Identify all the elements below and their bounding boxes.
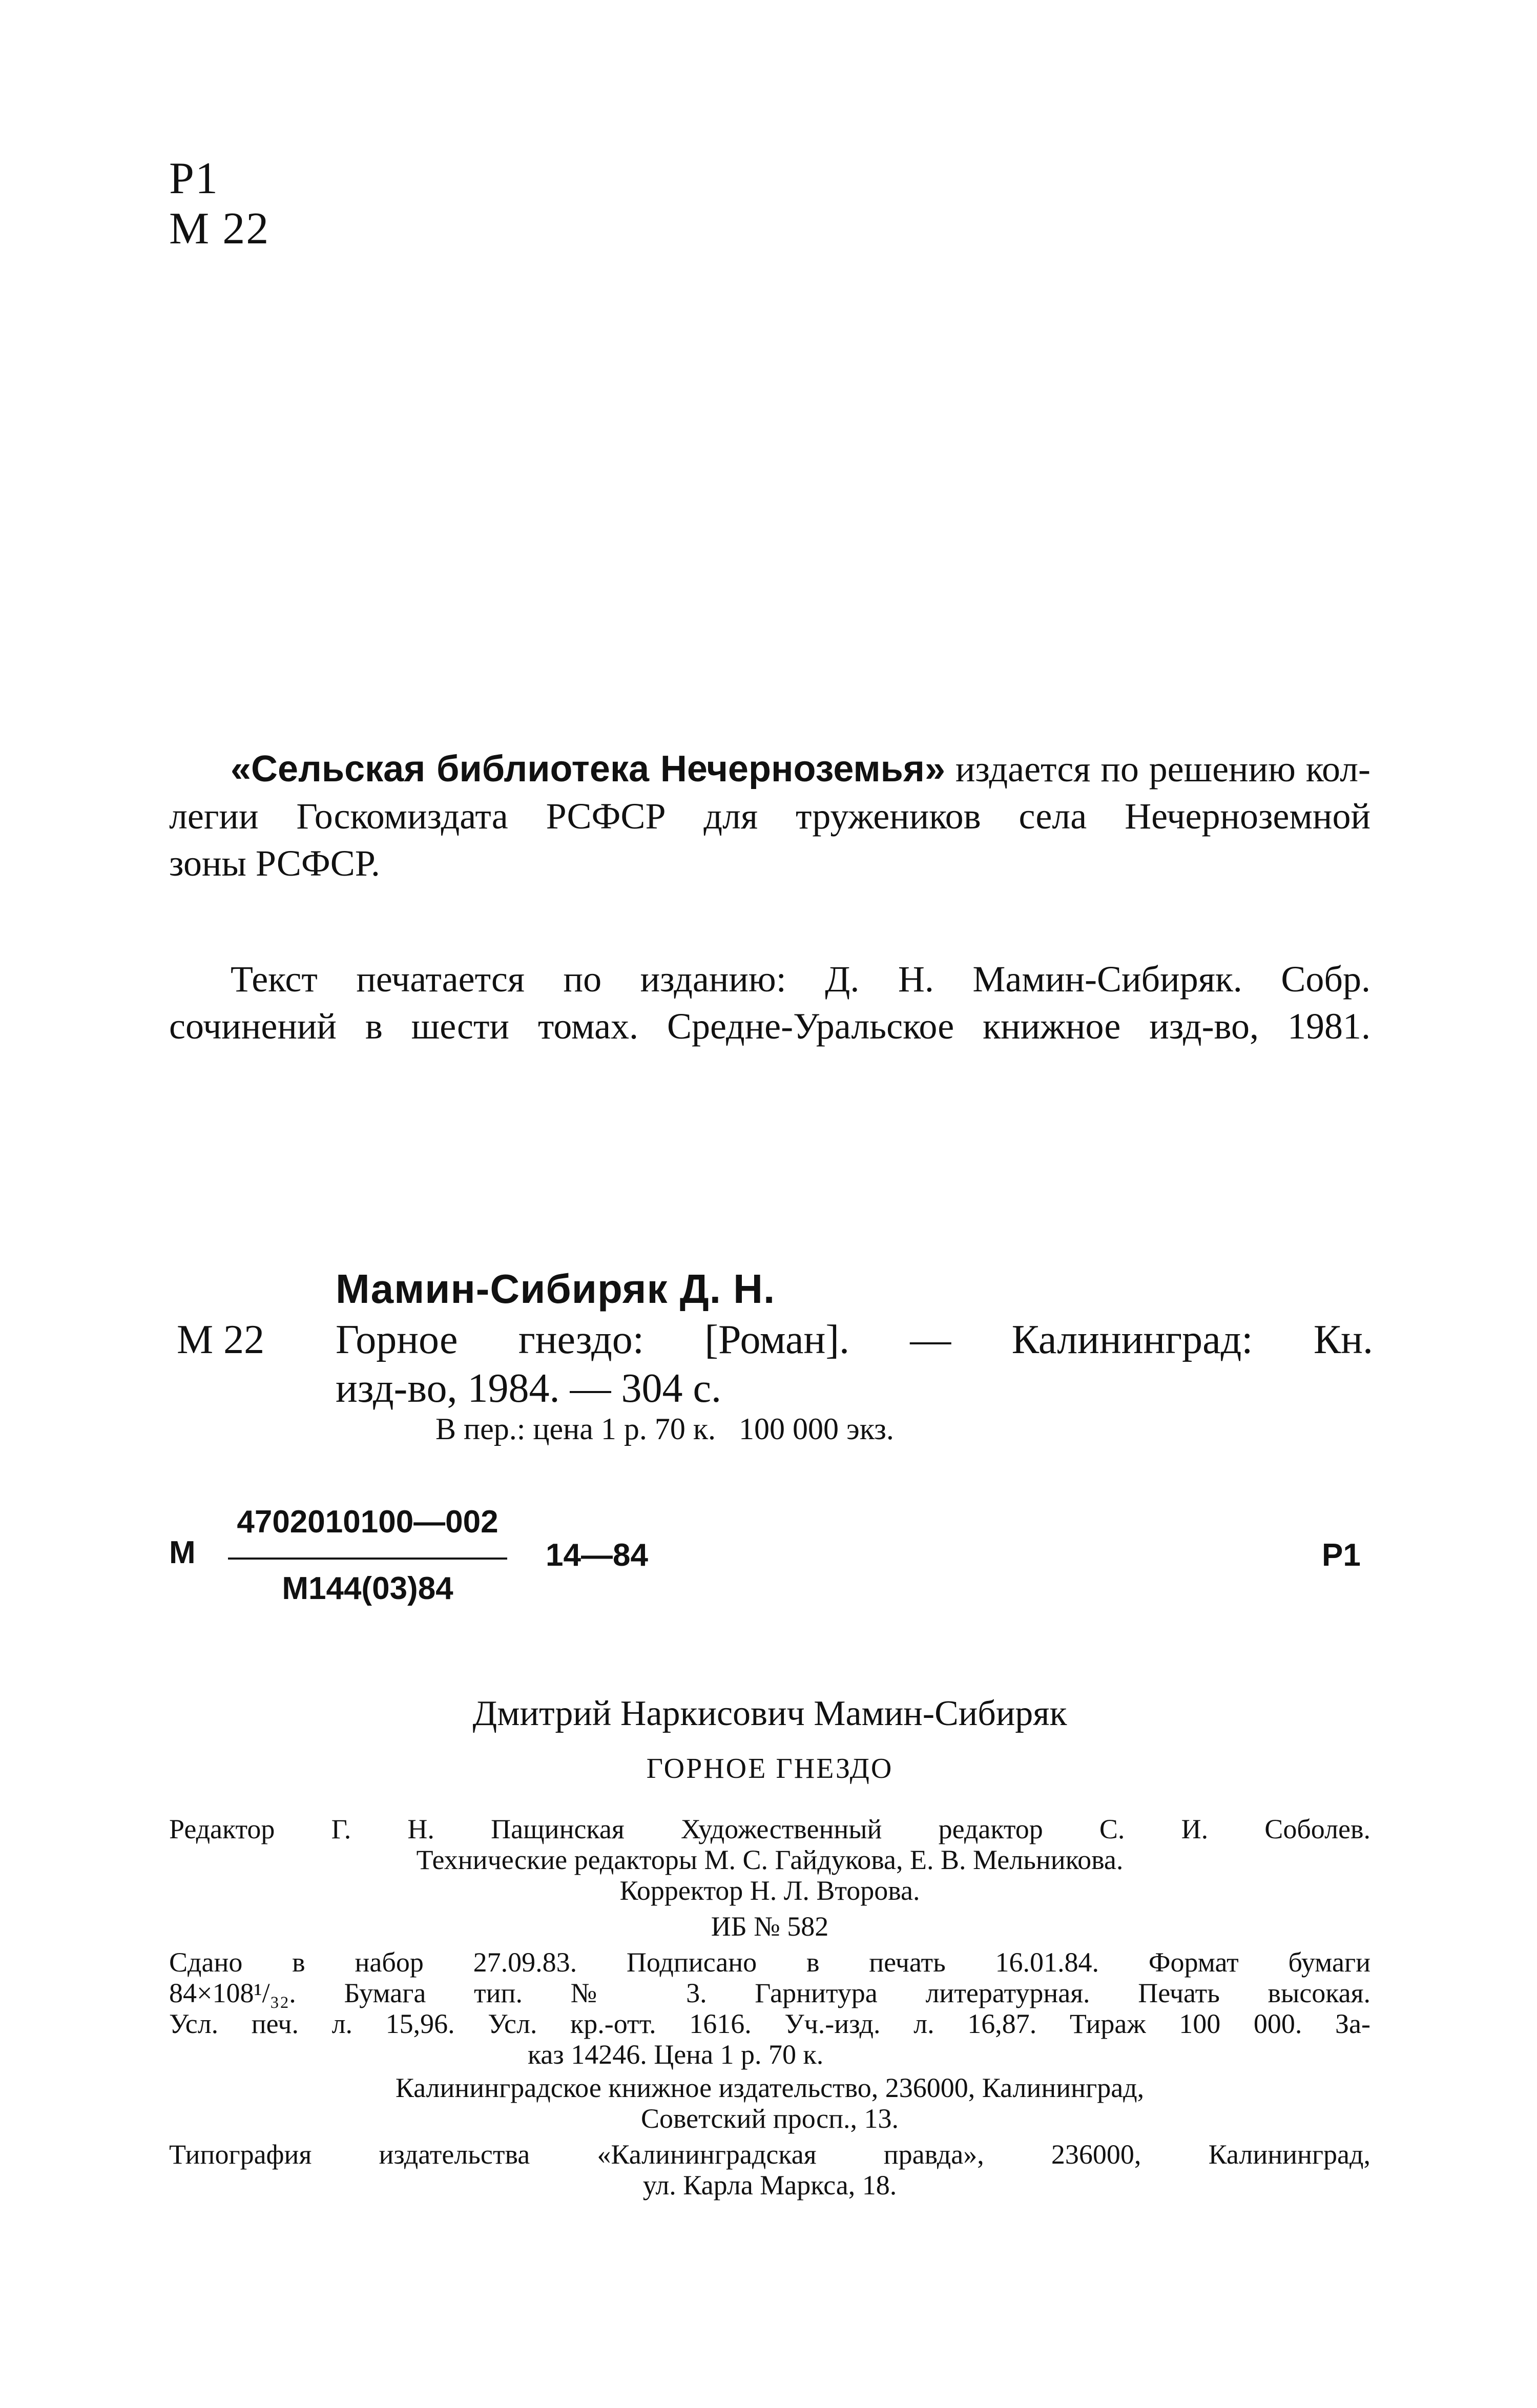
series-note-line-2: легии Госкомиздата РСФСР для тружеников села Нечерноземной [169, 796, 1370, 837]
ib-number: ИБ № 582 [711, 1911, 829, 1942]
catalog-code: М 22 [177, 1317, 265, 1362]
classification-line-2: М 22 [169, 204, 270, 254]
catalog-author: Мамин-Сибиряк Д. Н. [336, 1266, 776, 1312]
bbk-fraction-rule [228, 1558, 507, 1560]
catalog-title-line-2: изд-во, 1984. — 304 с. [336, 1366, 722, 1411]
tech-line-2: 84×108¹/₃₂. Бумага тип. № 3. Гарнитура литературная. Печать высокая. [169, 1978, 1370, 2008]
series-note [169, 745, 1370, 887]
tech-line-3: Усл. печ. л. 15,96. Усл. кр.-отт. 1616. Уч.-изд. л. 16,87. Тираж 100 000. За- [169, 2008, 1370, 2039]
bbk-letter: М [169, 1535, 196, 1570]
printer-line-2: ул. Карла Маркса, 18. [642, 2170, 897, 2201]
bbk-denominator: М144(03)84 [282, 1571, 453, 1606]
source-note-line-1: Текст печатается по изданию: Д. Н. Мамин-Сибиряк. Собр. [231, 959, 1370, 1000]
series-note-text: издается по решению кол- [945, 749, 1371, 790]
classification-code [169, 154, 269, 254]
imprint-printer [169, 2139, 1370, 2201]
source-note [169, 956, 1370, 1050]
source-note-line-2: сочинений в шести томах. Средне-Уральское книжное изд-во, 1981. [169, 1006, 1370, 1047]
series-note-line-1 [169, 745, 1370, 793]
imprint-publisher [169, 2072, 1370, 2134]
editors-line-1: Редактор Г. Н. Пащинская Художественный редактор С. И. Соболев. [169, 1814, 1370, 1844]
classification-line-1: Р1 [169, 154, 219, 203]
publisher-line-1: Калининградское книжное издательство, 236000, Калининград, [395, 2072, 1145, 2103]
catalog-title-line-1: Горное гнездо: [Роман]. — Калининград: Кн. [336, 1317, 1373, 1362]
publisher-line-2: Советский просп., 13. [640, 2103, 899, 2134]
bbk-numerator: 4702010100—002 [237, 1504, 499, 1540]
bbk-right-code: Р1 [1322, 1538, 1361, 1573]
tech-line-1: Сдано в набор 27.09.83. Подписано в печать 16.01.84. Формат бумаги [169, 1947, 1370, 1978]
series-name: «Сельская библиотека Нечерноземья» [231, 749, 945, 790]
tech-line-4: каз 14246. Цена 1 р. 70 к. [528, 2039, 824, 2070]
catalog-price-line: В пер.: цена 1 р. 70 к. 100 000 экз. [435, 1412, 894, 1446]
corrector-line: Корректор Н. Л. Второва. [619, 1875, 920, 1906]
printer-line-1: Типография издательства «Калининградская правда», 236000, Калининград, [169, 2139, 1370, 2170]
imprint-author: Дмитрий Наркисович Мамин-Сибиряк [472, 1694, 1067, 1733]
bbk-number: 14—84 [546, 1538, 648, 1573]
imprint-title: ГОРНОЕ ГНЕЗДО [646, 1753, 894, 1784]
series-note-line-3: зоны РСФСР. [169, 843, 380, 884]
imprint-credits [169, 1814, 1370, 1942]
imprint-technical [169, 1947, 1370, 2070]
editors-line-2: Технические редакторы М. С. Гайдукова, Е. В. Мельникова. [416, 1844, 1124, 1875]
